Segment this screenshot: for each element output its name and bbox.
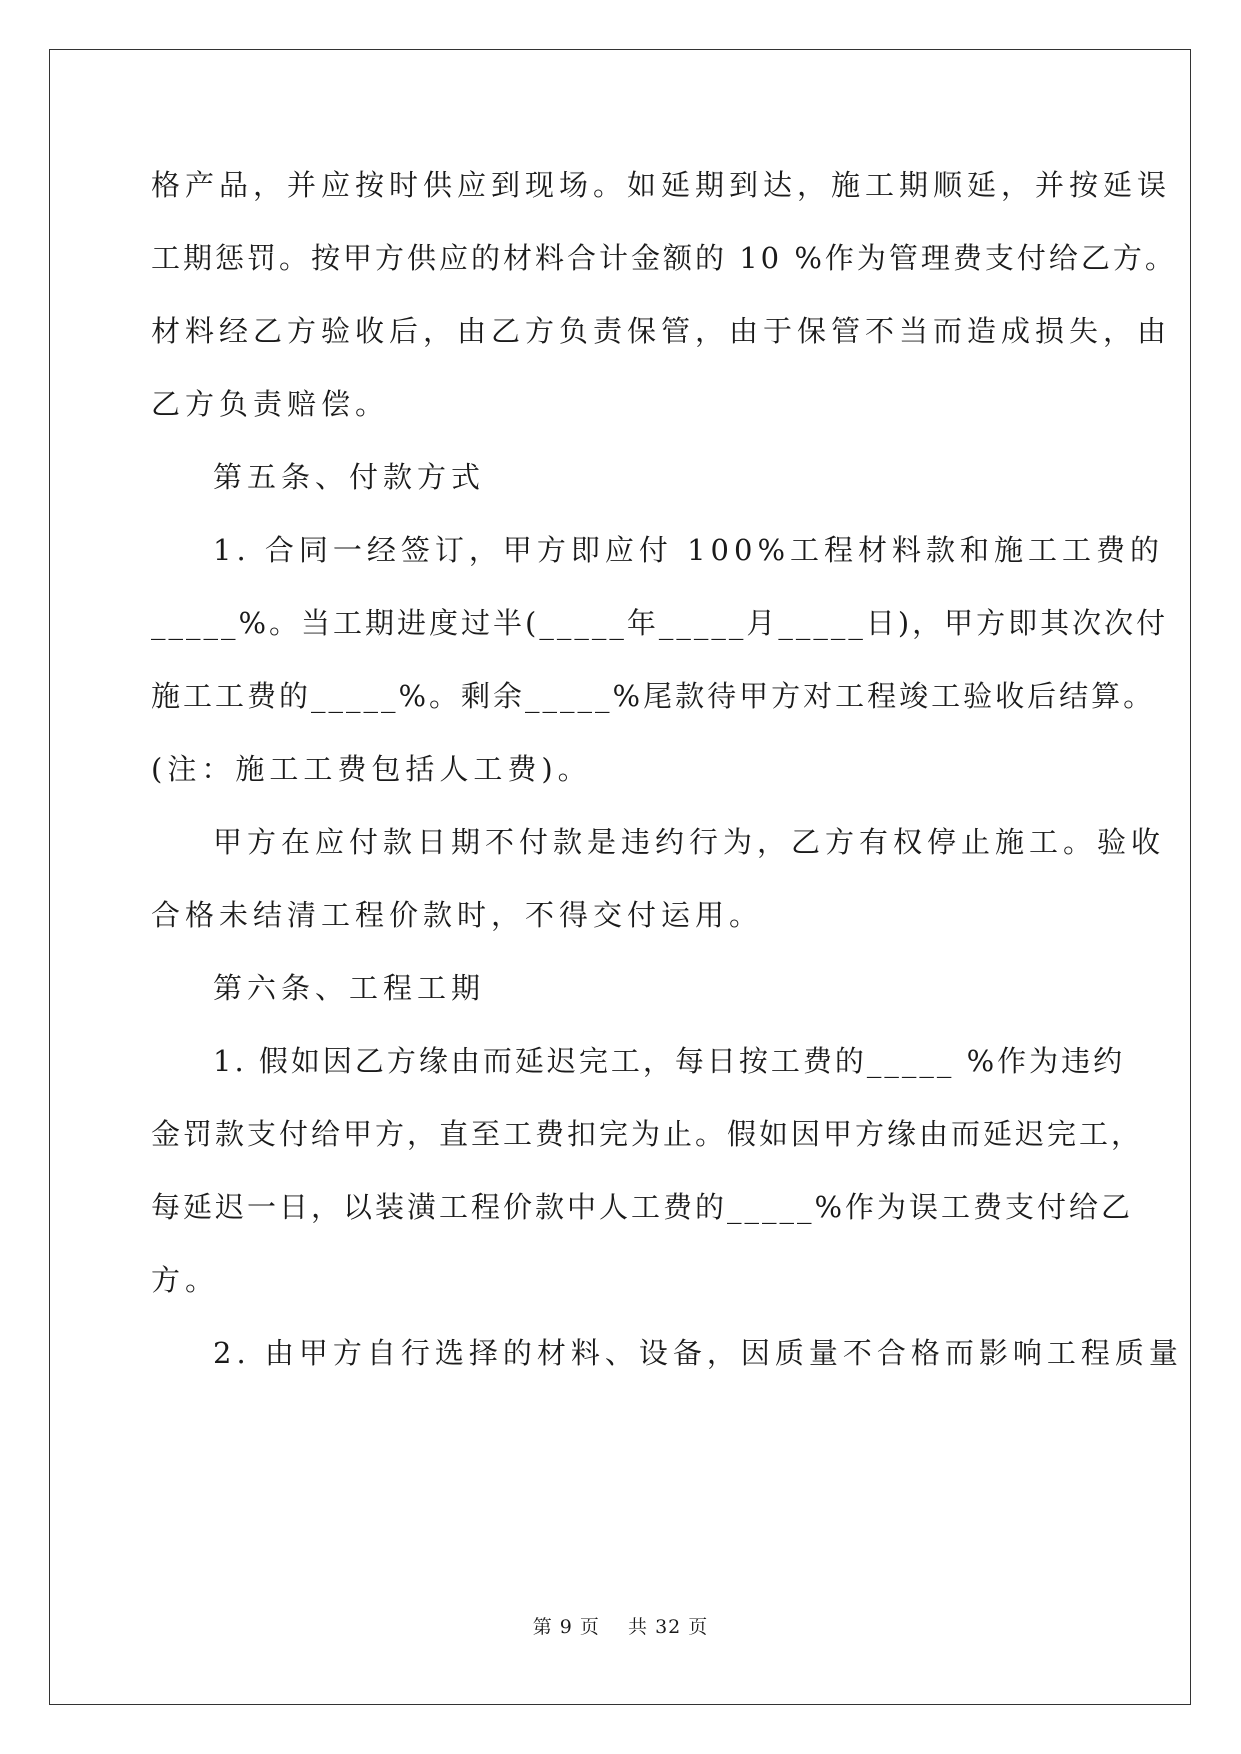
text-line: 乙方负责赔偿。 <box>151 387 390 421</box>
page-number: 第 9 页 <box>532 1616 600 1638</box>
page-total: 共 32 页 <box>628 1616 709 1638</box>
text-line: 合格未结清工程价款时，不得交付运用。 <box>151 898 764 932</box>
section-heading: 第五条、付款方式 <box>213 460 486 494</box>
text-line: 金罚款支付给甲方，直至工费扣完为止。假如因甲方缘由而延迟完工， <box>151 1117 1144 1151</box>
text-line: (注：施工工费包括人工费)。 <box>151 752 592 786</box>
text-line: 甲方在应付款日期不付款是违约行为，乙方有权停止施工。验收 <box>213 825 1166 859</box>
page-footer <box>0 1612 1241 1639</box>
text-line: 施工工费的_____%。剩余_____%尾款待甲方对工程竣工验收后结算。 <box>151 679 1156 713</box>
text-line: 方。 <box>151 1263 220 1297</box>
text-line: 2. 由甲方自行选择的材料、设备，因质量不合格而影响工程质量 <box>213 1336 1183 1370</box>
text-line: 格产品，并应按时供应到现场。如延期到达，施工期顺延，并按延误 <box>151 168 1172 202</box>
section-heading: 第六条、工程工期 <box>213 971 486 1005</box>
text-line: 每延迟一日，以装潢工程价款中人工费的_____%作为误工费支付给乙 <box>151 1190 1134 1224</box>
text-line: 1. 合同一经签订，甲方即应付 100%工程材料款和施工工费的 <box>213 533 1165 567</box>
text-line: 工期惩罚。按甲方供应的材料合计金额的 10 %作为管理费支付给乙方。 <box>151 241 1177 275</box>
page-border <box>49 49 1191 1705</box>
text-line: 材料经乙方验收后，由乙方负责保管，由于保管不当而造成损失，由 <box>151 314 1172 348</box>
text-line: 1. 假如因乙方缘由而延迟完工，每日按工费的_____ %作为违约 <box>213 1044 1126 1078</box>
text-line: _____%。当工期进度过半(_____年_____月_____日)，甲方即其次次付 <box>151 606 1169 640</box>
